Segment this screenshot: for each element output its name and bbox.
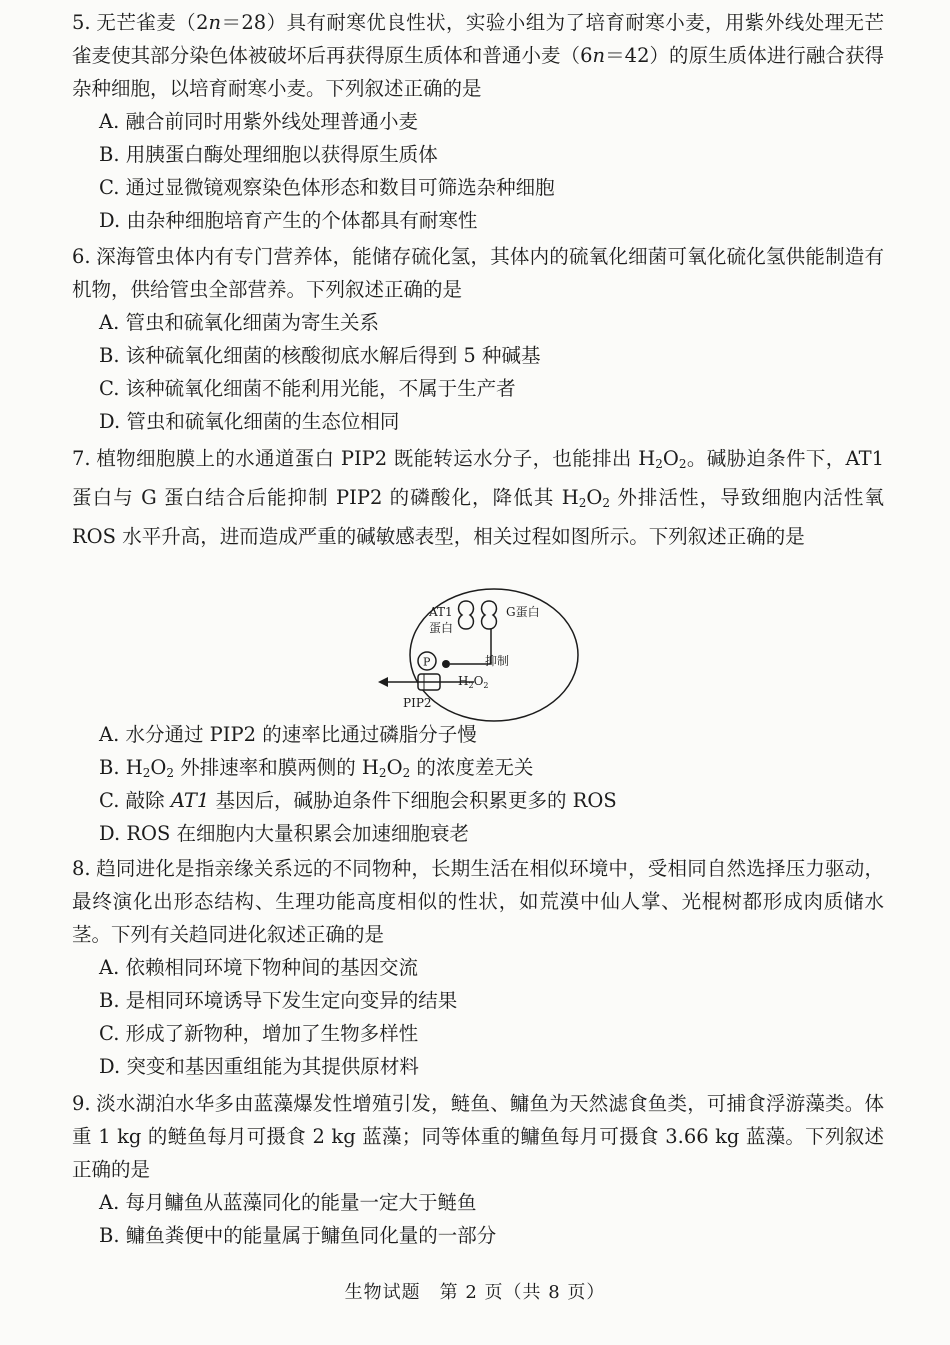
pip2-label: PIP2 xyxy=(403,696,432,710)
at1-protein-shape xyxy=(459,601,474,629)
option-a: A. 依赖相同环境下物种间的基因交流 xyxy=(99,956,418,979)
h2o2-label: $H_2O_2$ xyxy=(458,674,489,690)
option-b: B. 鳙鱼粪便中的能量属于鳙鱼同化量的一部分 xyxy=(99,1224,497,1247)
at1-label-line1: AT1 xyxy=(429,605,453,619)
option-d: D. 管虫和硫氧化细菌的生态位相同 xyxy=(99,410,400,433)
inhibit-end-dot xyxy=(442,660,450,668)
page-footer: 生物试题 第 2 页（共 8 页） xyxy=(344,1282,606,1303)
option-b: B. $H_2O_2$ 外排速率和膜两侧的 $H_2O_2$ 的浓度差无关 xyxy=(99,756,534,780)
question-stem: 7. 植物细胞膜上的水通道蛋白 PIP2 既能转运水分子，也能排出 $H_2O_2$。碱胁迫条件下，AT1 蛋白与 G 蛋白结合后能抑制 PIP2 的磷酸化，降低其 $H_2O_2$ 外排活性，导致细胞内活性氧 ROS 水平升高，进而造成严重的碱敏感表型，相关过程如图所示。下列叙述正确的是 xyxy=(72,442,884,553)
option-b: B. 用胰蛋白酶处理细胞以获得原生质体 xyxy=(99,143,438,166)
option-a: A. 每月鳙鱼从蓝藻同化的能量一定大于鲢鱼 xyxy=(99,1191,477,1214)
question-number: 5. xyxy=(72,11,91,34)
question-number: 6. xyxy=(72,245,91,268)
option-d: D. 由杂种细胞培育产生的个体都具有耐寒性 xyxy=(99,209,478,232)
option-b: B. 该种硫氧化细菌的核酸彻底水解后得到 5 种碱基 xyxy=(99,344,541,367)
option-a: A. 管虫和硫氧化细菌为寄生关系 xyxy=(99,311,379,334)
option-a: A. 融合前同时用紫外线处理普通小麦 xyxy=(99,110,418,133)
inhibit-label: 抑制 xyxy=(485,654,510,668)
question-stem: 8. 趋同进化是指亲缘关系远的不同物种，长期生活在相似环境中，受相同自然选择压力驱动，最终演化出形态结构、生理功能高度相似的性状，如荒漠中仙人掌、光棍树都形成肉质储水茎。下列有关趋同进化叙述正确的是 xyxy=(72,852,884,951)
at1-label-line2: 蛋白 xyxy=(429,621,454,635)
pip2-cell-diagram xyxy=(374,585,584,725)
option-d: D. ROS 在细胞内大量积累会加速细胞衰老 xyxy=(99,822,470,845)
option-c: C. 通过显微镜观察染色体形态和数目可筛选杂种细胞 xyxy=(99,176,555,199)
g-protein-label: G蛋白 xyxy=(506,605,540,619)
option-c: C. 形成了新物种，增加了生物多样性 xyxy=(99,1022,419,1045)
phosphate-label: P xyxy=(423,655,431,669)
option-d: D. 突变和基因重组能为其提供原材料 xyxy=(99,1055,419,1078)
option-c: C. 该种硫氧化细菌不能利用光能，不属于生产者 xyxy=(99,377,516,400)
question-stem: 9. 淡水湖泊水华多由蓝藻爆发性增殖引发，鲢鱼、鳙鱼为天然滤食鱼类，可捕食浮游藻类。体重 1 kg 的鲢鱼每月可摄食 2 kg 蓝藻；同等体重的鳙鱼每月可摄食 3.66 kg 蓝藻。下列叙述正确的是 xyxy=(72,1087,884,1186)
question-7 xyxy=(72,442,884,553)
question-number: 8. xyxy=(72,857,91,880)
question-5 xyxy=(72,6,884,237)
question-stem: 6. 深海管虫体内有专门营养体，能储存硫化氢，其体内的硫氧化细菌可氧化硫化氢供能制造有机物，供给管虫全部营养。下列叙述正确的是 xyxy=(72,240,884,306)
question-stem: 5. 无芒雀麦（2n＝28）具有耐寒优良性状，实验小组为了培育耐寒小麦，用紫外线处理无芒雀麦使其部分染色体被破坏后再获得原生质体和普通小麦（6n＝42）的原生质体进行融合获得杂种细胞，以培育耐寒小麦。下列叙述正确的是 xyxy=(72,6,884,105)
option-a: A. 水分通过 PIP2 的速率比通过磷脂分子慢 xyxy=(99,723,477,746)
question-number: 7. xyxy=(72,447,91,470)
question-8 xyxy=(72,852,884,1083)
arrow-head xyxy=(378,677,388,687)
question-9 xyxy=(72,1087,884,1252)
option-b: B. 是相同环境诱导下发生定向变异的结果 xyxy=(99,989,458,1012)
question-6 xyxy=(72,240,884,438)
question-number: 9. xyxy=(72,1092,91,1115)
option-c: C. 敲除 AT1 基因后，碱胁迫条件下细胞会积累更多的 ROS xyxy=(99,789,617,812)
g-protein-shape xyxy=(482,601,497,629)
question-7-options xyxy=(72,718,884,850)
